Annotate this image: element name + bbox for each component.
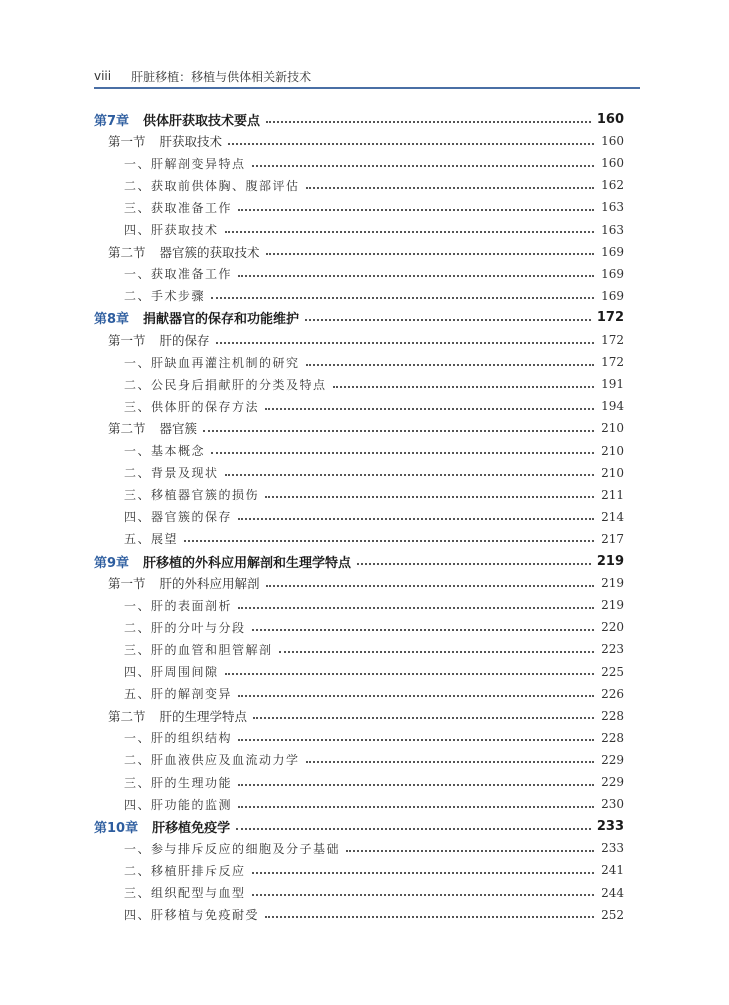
toc-item-text: 三、肝的生理功能 <box>124 775 233 790</box>
toc-item-row[interactable] <box>124 662 624 682</box>
toc-item-text: 一、肝的组织结构 <box>124 731 233 746</box>
toc-section-row[interactable] <box>108 573 624 593</box>
toc-item-text: 三、供体肝的保存方法 <box>124 399 260 414</box>
toc-section-row[interactable] <box>108 330 624 350</box>
toc-page-number: 210 <box>601 421 624 436</box>
toc-page-number: 163 <box>601 200 624 215</box>
dot-leader <box>346 849 594 852</box>
dot-leader <box>238 517 594 520</box>
toc-section-text: 肝的生理学特点 <box>159 708 248 724</box>
toc-page-number: 226 <box>601 686 624 701</box>
toc-item-text: 二、手术步骤 <box>124 289 206 304</box>
toc-item-text: 二、公民身后捐献肝的分类及特点 <box>124 377 327 392</box>
dot-leader <box>265 495 594 498</box>
dot-leader <box>238 738 594 741</box>
toc-page-number: 210 <box>601 465 624 480</box>
toc-item-text: 二、移植肝排斥反应 <box>124 863 246 878</box>
dot-leader <box>266 252 594 255</box>
toc-section-row[interactable] <box>108 131 624 151</box>
toc-item-title <box>124 840 340 857</box>
toc-chapter-number: 第9章 <box>94 555 130 571</box>
dot-leader <box>265 915 594 918</box>
toc-item-title <box>124 354 300 371</box>
dot-leader <box>333 385 594 388</box>
toc-item-title <box>124 486 259 503</box>
toc-item-row[interactable] <box>124 220 624 240</box>
toc-section-title <box>108 331 210 349</box>
toc-item-title <box>124 685 232 702</box>
dot-leader <box>253 716 594 719</box>
toc-section-title <box>108 574 260 592</box>
toc-page-number: 162 <box>601 178 624 193</box>
toc-page-number: 230 <box>601 797 624 812</box>
toc-chapter-number: 第10章 <box>94 820 139 836</box>
toc-section-title <box>108 132 222 150</box>
toc-page-number: 160 <box>596 111 624 127</box>
toc-page-number: 169 <box>601 288 624 303</box>
toc-item-title <box>124 155 246 172</box>
toc-chapter-text: 供体肝获取技术要点 <box>143 113 261 129</box>
toc-item-row[interactable] <box>124 617 624 637</box>
dot-leader <box>211 451 594 454</box>
toc-page-number: 172 <box>601 333 624 347</box>
toc-item-title <box>124 376 327 393</box>
dot-leader <box>184 539 594 542</box>
toc-item-text: 三、获取准备工作 <box>124 200 233 215</box>
dot-leader <box>305 318 591 321</box>
toc-section-row[interactable] <box>108 706 624 726</box>
toc-section-number: 第二节 <box>108 244 146 260</box>
toc-item-title <box>124 751 300 768</box>
toc-item-row[interactable] <box>124 441 624 461</box>
toc-item-row[interactable] <box>124 639 624 659</box>
dot-leader <box>211 296 594 299</box>
toc-page-number: 219 <box>596 553 624 569</box>
dot-leader <box>238 274 594 277</box>
toc-section-row[interactable] <box>108 242 624 262</box>
toc-item-row[interactable] <box>124 772 624 792</box>
toc-item-text: 二、获取前供体胸、腹部评估 <box>124 178 300 193</box>
toc-item-text: 一、肝缺血再灌注机制的研究 <box>124 355 300 370</box>
dot-leader <box>265 407 594 410</box>
toc-page-number: 169 <box>601 244 624 259</box>
toc-item-title <box>124 663 219 680</box>
toc-item-row[interactable] <box>124 507 624 527</box>
toc-chapter-text: 捐献器官的保存和功能维护 <box>143 312 300 328</box>
toc-page-number: 219 <box>601 598 624 613</box>
dot-leader <box>238 694 594 697</box>
toc-page-number: 228 <box>601 730 624 745</box>
dot-leader <box>238 208 594 211</box>
toc-chapter-text: 肝移植免疫学 <box>152 820 231 836</box>
dot-leader <box>357 562 591 565</box>
dot-leader <box>252 893 594 896</box>
toc-page-number: 217 <box>601 531 624 546</box>
toc-chapter-title <box>94 308 299 327</box>
header-rule <box>94 87 640 89</box>
toc-chapter-title <box>94 552 351 571</box>
toc-item-title <box>124 464 219 481</box>
toc-chapter-title <box>94 110 260 129</box>
toc-item-row[interactable] <box>124 396 624 416</box>
dot-leader <box>236 827 591 830</box>
toc-section-number: 第一节 <box>108 333 146 348</box>
toc-page-number: 229 <box>601 775 624 789</box>
toc-item-title <box>124 221 219 238</box>
toc-item-row[interactable] <box>124 883 624 903</box>
toc-page-number: 160 <box>601 134 624 149</box>
toc-item-text: 四、肝功能的监测 <box>124 797 233 812</box>
dot-leader <box>203 429 594 432</box>
toc-item-title <box>124 906 259 923</box>
toc-item-row[interactable] <box>124 529 624 549</box>
toc-section-text: 肝的外科应用解剖 <box>159 576 260 592</box>
toc-item-row[interactable] <box>124 684 624 704</box>
toc-item-title <box>124 287 205 304</box>
toc-page-number: 233 <box>596 818 624 834</box>
dot-leader <box>266 584 594 587</box>
toc-item-title <box>124 199 232 216</box>
toc-chapter-row[interactable] <box>94 551 624 571</box>
toc-item-text: 五、展望 <box>124 532 179 547</box>
dot-leader <box>225 473 594 476</box>
toc-item-row[interactable] <box>124 595 624 615</box>
toc-item-text: 二、肝血液供应及血流动力学 <box>124 753 300 768</box>
toc-section-text: 器官簇 <box>159 421 198 437</box>
toc-item-row[interactable] <box>124 286 624 306</box>
toc-page-number: 225 <box>601 664 624 679</box>
toc-item-row[interactable] <box>124 153 624 173</box>
toc-item-title <box>124 774 232 791</box>
toc-chapter-number: 第8章 <box>94 312 130 328</box>
toc-item-text: 二、背景及现状 <box>124 466 219 481</box>
toc-page-number: 160 <box>601 156 624 171</box>
dot-leader <box>216 341 594 344</box>
toc-chapter-title <box>94 817 230 836</box>
toc-page-number: 211 <box>601 487 624 502</box>
dot-leader <box>225 230 594 233</box>
toc-item-text: 一、参与排斥反应的细胞及分子基础 <box>124 841 341 856</box>
dot-leader <box>225 672 594 675</box>
toc-page-number: 191 <box>601 377 624 392</box>
dot-leader <box>279 650 594 653</box>
toc-page-number: 223 <box>601 642 624 657</box>
toc-page-number: 229 <box>601 752 624 767</box>
toc-item-row[interactable] <box>124 175 624 195</box>
toc-item-title <box>124 442 205 459</box>
toc-item-text: 一、肝的表面剖析 <box>124 598 233 613</box>
toc-section-number: 第二节 <box>108 421 146 437</box>
toc-page-number: 252 <box>601 907 624 922</box>
toc-section-text: 肝获取技术 <box>159 134 223 150</box>
dot-leader <box>238 783 594 786</box>
toc-section-text: 器官簇的获取技术 <box>159 244 260 260</box>
toc-section-number: 第一节 <box>108 134 146 150</box>
toc-item-row[interactable] <box>124 838 624 858</box>
toc-item-title <box>124 530 178 547</box>
toc-item-title <box>124 884 246 901</box>
dot-leader <box>228 142 594 145</box>
toc-page-number: 210 <box>601 443 624 458</box>
toc-item-row[interactable] <box>124 905 624 925</box>
toc-section-number: 第二节 <box>108 708 146 724</box>
toc-item-text: 一、基本概念 <box>124 444 206 458</box>
dot-leader <box>266 120 591 123</box>
toc-chapter-row[interactable] <box>94 308 624 328</box>
dot-leader <box>238 606 594 609</box>
toc-item-title <box>124 641 273 658</box>
toc-item-text: 四、肝移植与免疫耐受 <box>124 908 260 923</box>
toc-section-text: 肝的保存 <box>159 333 210 348</box>
dot-leader <box>252 871 594 874</box>
toc-item-row[interactable] <box>124 264 624 284</box>
toc-page-number: 214 <box>601 509 624 524</box>
toc-item-row[interactable] <box>124 860 624 880</box>
toc-section-title <box>108 707 247 725</box>
header-book-title: 肝脏移植：移植与供体相关新技术 <box>131 69 312 84</box>
toc-item-text: 四、肝周围间隙 <box>124 665 219 679</box>
toc-item-text: 二、肝的分叶与分段 <box>124 620 246 635</box>
dot-leader <box>306 186 594 189</box>
toc-item-title <box>124 796 232 813</box>
toc-page-number: 220 <box>601 620 624 635</box>
dot-leader <box>306 363 594 366</box>
toc-page-number: 219 <box>601 576 624 591</box>
toc-page-number: 233 <box>601 841 624 856</box>
toc-section-title <box>108 419 197 437</box>
toc-chapter-text: 肝移植的外科应用解剖和生理学特点 <box>143 555 352 571</box>
toc-item-text: 一、获取准备工作 <box>124 267 233 282</box>
toc-item-row[interactable] <box>124 485 624 505</box>
toc-item-row[interactable] <box>124 463 624 483</box>
toc-section-number: 第一节 <box>108 576 146 592</box>
dot-leader <box>252 628 594 631</box>
toc-item-text: 四、器官簇的保存 <box>124 510 233 525</box>
toc-item-title <box>124 862 246 879</box>
toc-page-number: 194 <box>601 399 624 414</box>
toc-item-row[interactable] <box>124 794 624 814</box>
toc-item-row[interactable] <box>124 352 624 372</box>
running-header <box>94 67 640 85</box>
toc-page-number: 172 <box>601 355 624 370</box>
toc-page-number: 228 <box>601 708 624 723</box>
toc-item-title <box>124 729 232 746</box>
toc-item-text: 三、移植器官簇的损伤 <box>124 488 260 503</box>
toc-item-row[interactable] <box>124 197 624 217</box>
toc-chapter-row[interactable] <box>94 109 624 129</box>
toc-item-text: 五、肝的解剖变异 <box>124 687 233 702</box>
toc-item-title <box>124 597 232 614</box>
dot-leader <box>238 805 594 808</box>
toc-item-title <box>124 508 232 525</box>
toc-page-number: 172 <box>596 310 624 326</box>
header-page-number: viii <box>94 69 112 83</box>
toc-item-title <box>124 265 232 282</box>
toc-section-row[interactable] <box>108 418 624 438</box>
toc-page-number: 241 <box>601 863 624 878</box>
toc-item-title <box>124 177 300 194</box>
toc-section-title <box>108 243 260 261</box>
toc-item-title <box>124 619 246 636</box>
toc-page-number: 163 <box>601 222 624 237</box>
toc-item-row[interactable] <box>124 374 624 394</box>
toc-item-row[interactable] <box>124 750 624 770</box>
toc-chapter-row[interactable] <box>94 816 624 836</box>
dot-leader <box>306 760 594 763</box>
toc-chapter-number: 第7章 <box>94 113 130 129</box>
dot-leader <box>252 164 594 167</box>
toc-page-number: 244 <box>601 885 624 900</box>
toc-item-text: 四、肝获取技术 <box>124 223 219 237</box>
toc-item-title <box>124 398 259 415</box>
toc-item-row[interactable] <box>124 728 624 748</box>
toc-item-text: 三、组织配型与血型 <box>124 886 246 900</box>
toc-item-text: 三、肝的血管和胆管解剖 <box>124 642 273 657</box>
toc-item-text: 一、肝解剖变异特点 <box>124 156 246 171</box>
toc-page-number: 169 <box>601 266 624 281</box>
